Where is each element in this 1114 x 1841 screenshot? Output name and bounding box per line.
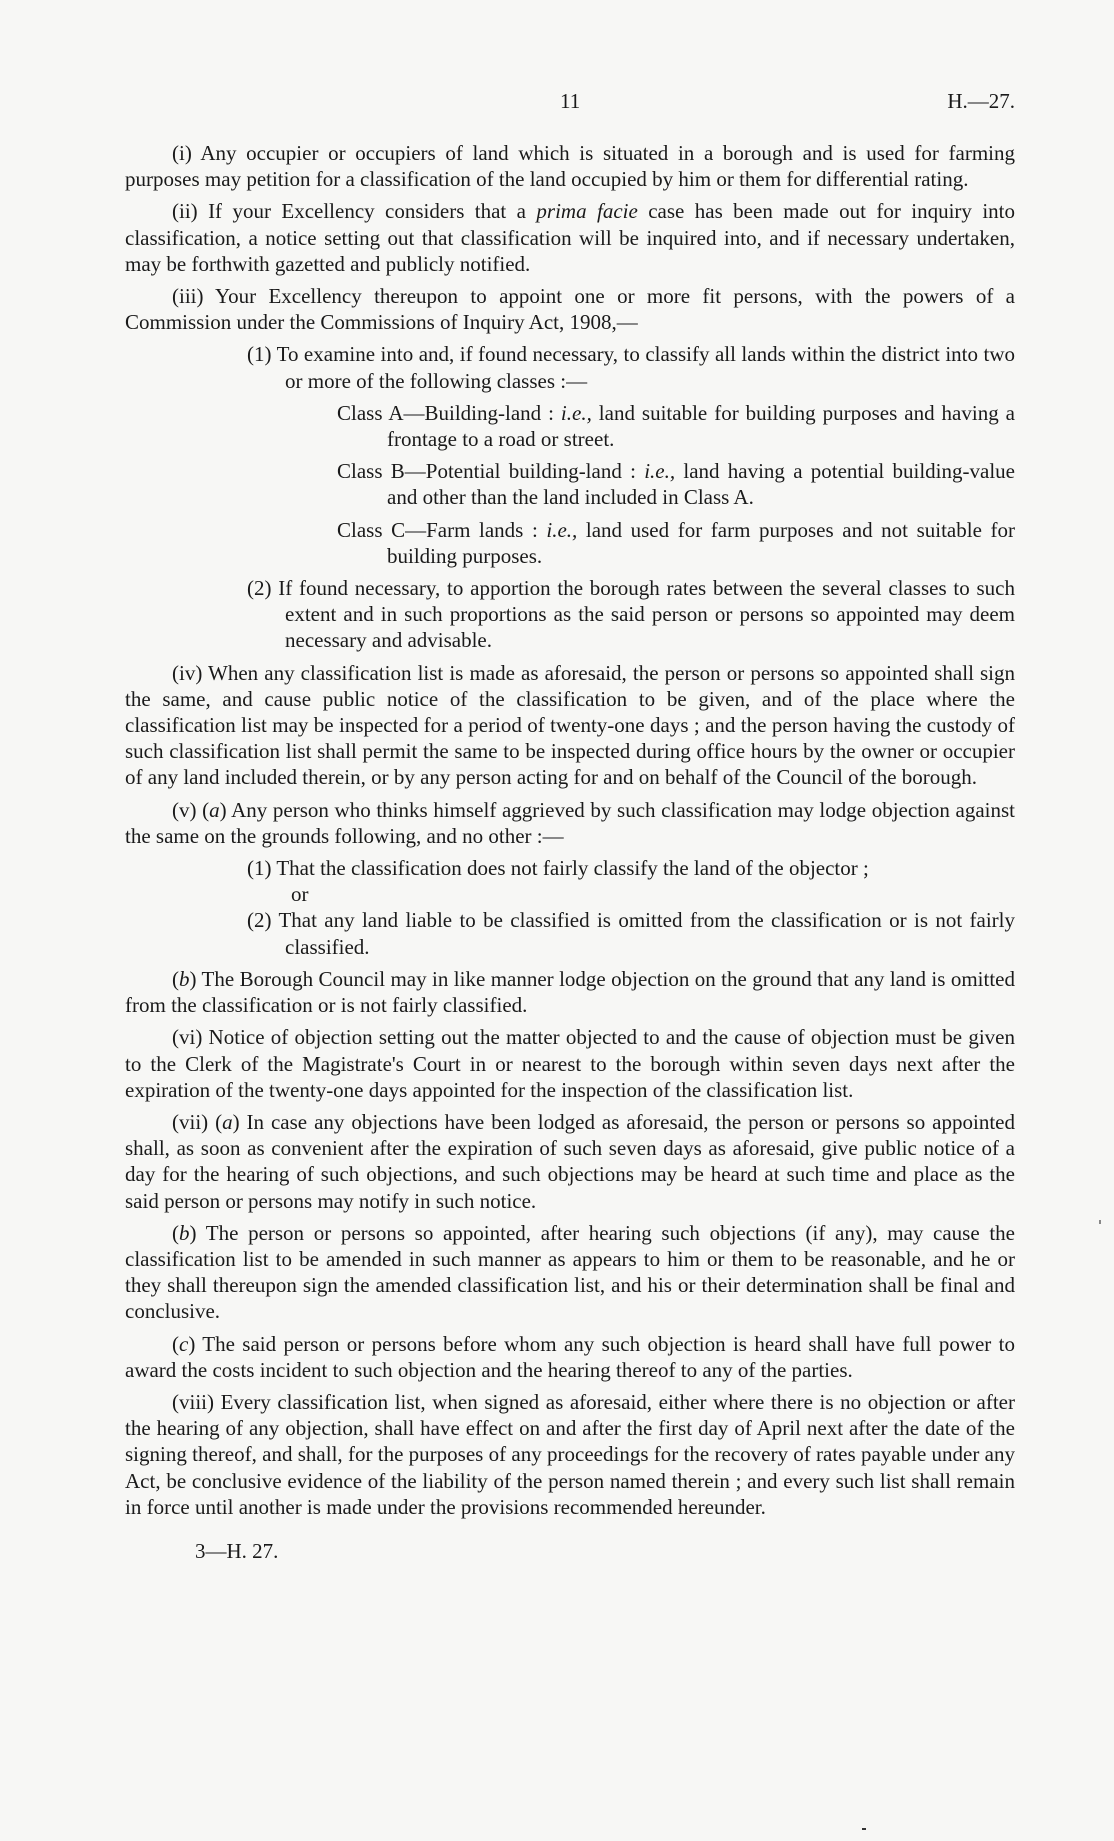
paragraph-iii-1: (1) To examine into and, if found necessary, to classify all lands within the district into two or more of the following classes :— (247, 342, 1015, 393)
class-b-italic: i.e., (644, 459, 676, 484)
paragraph-vii-b-italic: b (179, 1220, 190, 1245)
paragraph-v-a-text-1: (v) ( (172, 797, 210, 822)
document-page (125, 88, 1015, 1570)
class-a-italic: i.e., (560, 400, 592, 425)
paragraph-ii-text-1: (ii) If your Excellency considers that a (172, 199, 537, 224)
class-c-label: Class C—Farm lands : (337, 517, 547, 542)
paragraph-v-b-text-2: ) The Borough Council may in like manner lodge objection on the ground that any land is omitted from the classification or is not fairly classified. (125, 966, 1015, 1018)
paragraph-i: (i) Any occupier or occupiers of land which is situated in a borough and is used for farming purposes may petition for a classification of the land occupied by him or them for differential rating. (125, 141, 1015, 192)
paragraph-v-1: (1) That the classification does not fairly classify the land of the objector ; (247, 856, 869, 881)
class-a-label: Class A—Building-land : (337, 400, 561, 425)
class-b (125, 458, 1015, 510)
paragraph-vii-a-text-2: ) In case any objections have been lodged as aforesaid, the person or persons so appointed shall, as soon as convenient after the expiration of such seven days as aforesaid, give public notice of a day for the hearing of such objections, and such objections may be heard at such time and place as the said person or persons may notify in such notice. (125, 1109, 1015, 1213)
paragraph-vii-b (125, 1220, 1015, 1325)
class-c-italic: i.e., (546, 517, 578, 542)
class-c-text: land used for farm purposes and not suitable for building purposes. (387, 517, 1015, 568)
class-a (125, 400, 1015, 452)
paragraph-vi: (vi) Notice of objection setting out the matter objected to and the cause of objection must be given to the Clerk of the Magistrate's Court in or nearest to the borough within seven days next after the expiration of the twenty-one days appointed for the inspection of the classification list. (125, 1025, 1015, 1102)
paragraph-vii-c-italic: c (179, 1331, 189, 1356)
paragraph-vii-c (125, 1331, 1015, 1383)
class-b-label: Class B—Potential building-land : (337, 459, 645, 484)
paragraph-ii-text-2: case has been made out for inquiry into classification, a notice setting out that classification will be inquired into, and if necessary undertaken, may be forthwith gazetted and publicly notified. (125, 199, 1016, 276)
paragraph-vii-a-italic: a (222, 1109, 233, 1134)
paragraph-iv: (iv) When any classification list is made as aforesaid, the person or persons so appointed shall sign the same, and cause public notice of the classification to be given, and of the place where the classification list may be inspected for a period of twenty-one days ; and the person having the custody of such classification list shall permit the same to be inspected during office hours by the owner or occupier of any land included therein, or by any person acting for and on behalf of the Council of the borough. (125, 660, 1015, 790)
paragraph-viii: (viii) Every classification list, when signed as aforesaid, either where there is no objection or after the hearing of any objection, shall have effect on and after the first day of April next after the date of the signing thereof, and shall, for the purposes of any proceedings for the recovery of rates payable under any Act, be conclusive evidence of the liability of the person named therein ; and every such list shall remain in force until another is made under the provisions recommended hereunder. (125, 1389, 1015, 1519)
paragraph-vii-c-text-2: ) The said person or persons before whom any such objection is heard shall have full power to award the costs incident to such objection and the hearing thereof to any of the parties. (125, 1331, 1015, 1382)
class-b-text: land having a potential building-value and other than the land included in Class A. (387, 459, 1015, 510)
paragraph-vii-a-text-1: (vii) ( (172, 1109, 223, 1134)
paragraph-vii-b-text-1: ( (172, 1220, 179, 1245)
print-mark (862, 1828, 866, 1830)
page-header (125, 88, 1015, 116)
paragraph-v-or: or (291, 882, 309, 907)
class-c (125, 517, 1015, 569)
paragraph-vii-a (125, 1109, 1015, 1214)
scan-speck (1099, 1220, 1101, 1224)
paragraph-v-b-italic: b (179, 966, 190, 991)
paragraph-ii-italic: prima facie (536, 199, 638, 224)
paragraph-iii-2: (2) If found necessary, to apportion the borough rates between the several classes to such extent and in such proportions as the said person or persons so appointed may deem necessary and advisable. (247, 576, 1015, 653)
paragraph-ii (125, 198, 1015, 277)
class-a-text: land suitable for building purposes and having a frontage to a road or street. (387, 400, 1015, 452)
paragraph-v-2: (2) That any land liable to be classified is omitted from the classification or is not fairly classified. (247, 908, 1015, 959)
page-number: 11 (560, 89, 581, 113)
paragraph-vii-b-text-2: ) The person or persons so appointed, after hearing such objections (if any), may cause the classification list to be amended in such manner as appears to him or them to be reasonable, and he or they shall thereupon sign the amended classification list, and his or their determination shall be final and conclusive. (125, 1220, 1015, 1324)
paragraph-v-b-text-1: ( (172, 966, 179, 991)
footer-signature: 3—H. 27. (195, 1538, 279, 1563)
paragraph-v-a (125, 797, 1015, 849)
paragraph-iii: (iii) Your Excellency thereupon to appoint one or more fit persons, with the powers of a Commission under the Commissions of Inquiry Act, 1908,— (125, 284, 1015, 335)
paragraph-v-a-text-2: ) Any person who thinks himself aggrieved by such classification may lodge objection against the same on the grounds following, and no other :— (125, 797, 1015, 848)
paragraph-v-a-italic: a (209, 797, 220, 822)
document-reference: H.—27. (947, 89, 1015, 113)
paragraph-v-b (125, 966, 1015, 1018)
paragraph-vii-c-text-1: ( (172, 1331, 179, 1356)
